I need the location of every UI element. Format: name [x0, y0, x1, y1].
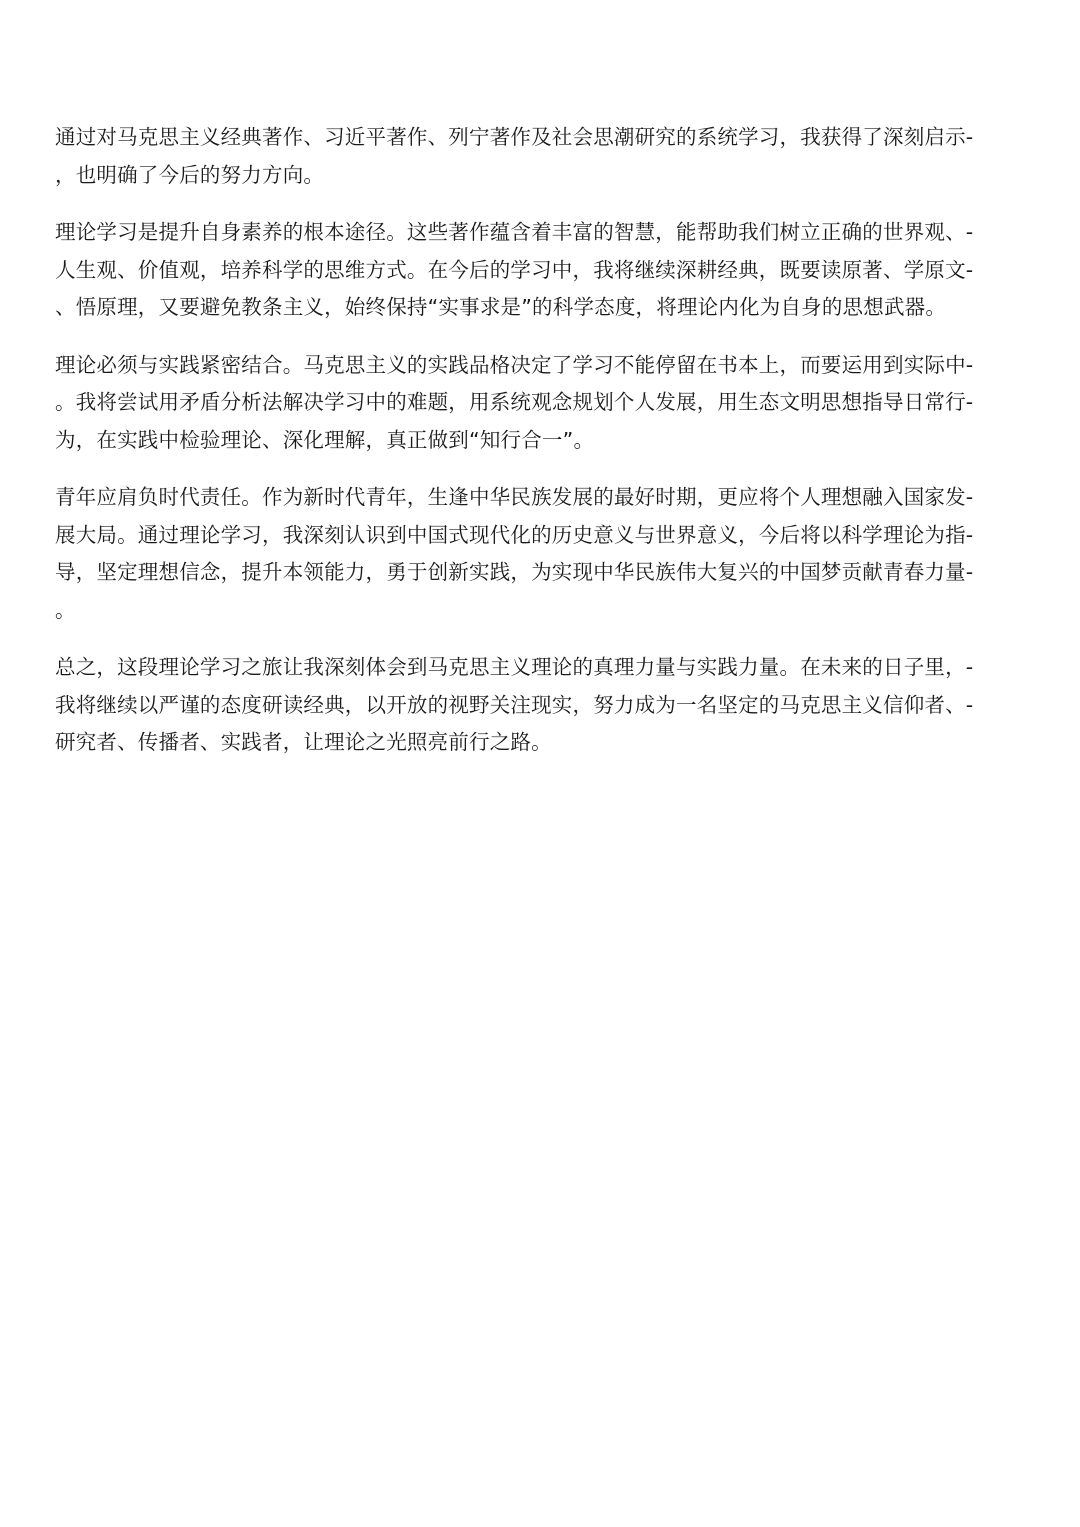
- text-line: 青年应肩负时代责任。作为新时代青年，生逢中华民族发展的最好时期，更应将个人理想融入国家发-: [55, 485, 974, 509]
- text-line: 理论必须与实践紧密结合。马克思主义的实践品格决定了学习不能停留在书本上，而要运用到实际中-: [55, 352, 974, 377]
- paragraph-3: [55, 347, 1030, 460]
- text-line: 。我将尝试用矛盾分析法解决学习中的难题，用系统观念规划个人发展，用生态文明思想指导日常行-: [55, 390, 974, 414]
- text-line: 理论学习是提升自身素养的根本途径。这些著作蕴含着丰富的智慧，能帮助我们树立正确的世界观、-: [55, 220, 974, 244]
- paragraph-5: [55, 649, 1030, 762]
- text-line: 展大局。通过理论学习，我深刻认识到中国式现代化的历史意义与世界意义，今后将以科学理论为指-: [55, 522, 974, 547]
- text-line: 、悟原理，又要避免教条主义，始终保持“实事求是”的科学态度，将理论内化为自身的思想武器。: [55, 295, 947, 319]
- paragraph-4: [55, 479, 1030, 629]
- text-line: 为，在实践中检验理论、深化理解，真正做到“知行合一”。: [55, 427, 595, 452]
- paragraph-1: [55, 119, 1030, 194]
- text-line: 。: [55, 597, 76, 622]
- text-line: ，也明确了今后的努力方向。: [55, 162, 325, 187]
- text-line: 通过对马克思主义经典著作、习近平著作、列宁著作及社会思潮研究的系统学习，我获得了深刻启示-: [55, 125, 974, 149]
- paragraph-2: [55, 214, 1030, 327]
- text-line: 导，坚定理想信念，提升本领能力，勇于创新实践，为实现中华民族伟大复兴的中国梦贡献青春力量-: [55, 560, 974, 584]
- text-line: 研究者、传播者、实践者，让理论之光照亮前行之路。: [55, 730, 552, 754]
- text-line: 人生观、价值观，培养科学的思维方式。在今后的学习中，我将继续深耕经典，既要读原著、学原文-: [55, 257, 974, 282]
- document-body: [55, 119, 1030, 782]
- text-line: 我将继续以严谨的态度研读经典，以开放的视野关注现实，努力成为一名坚定的马克思主义信仰者、-: [55, 692, 974, 717]
- text-line: 总之，这段理论学习之旅让我深刻体会到马克思主义理论的真理力量与实践力量。在未来的日子里，-: [55, 655, 974, 679]
